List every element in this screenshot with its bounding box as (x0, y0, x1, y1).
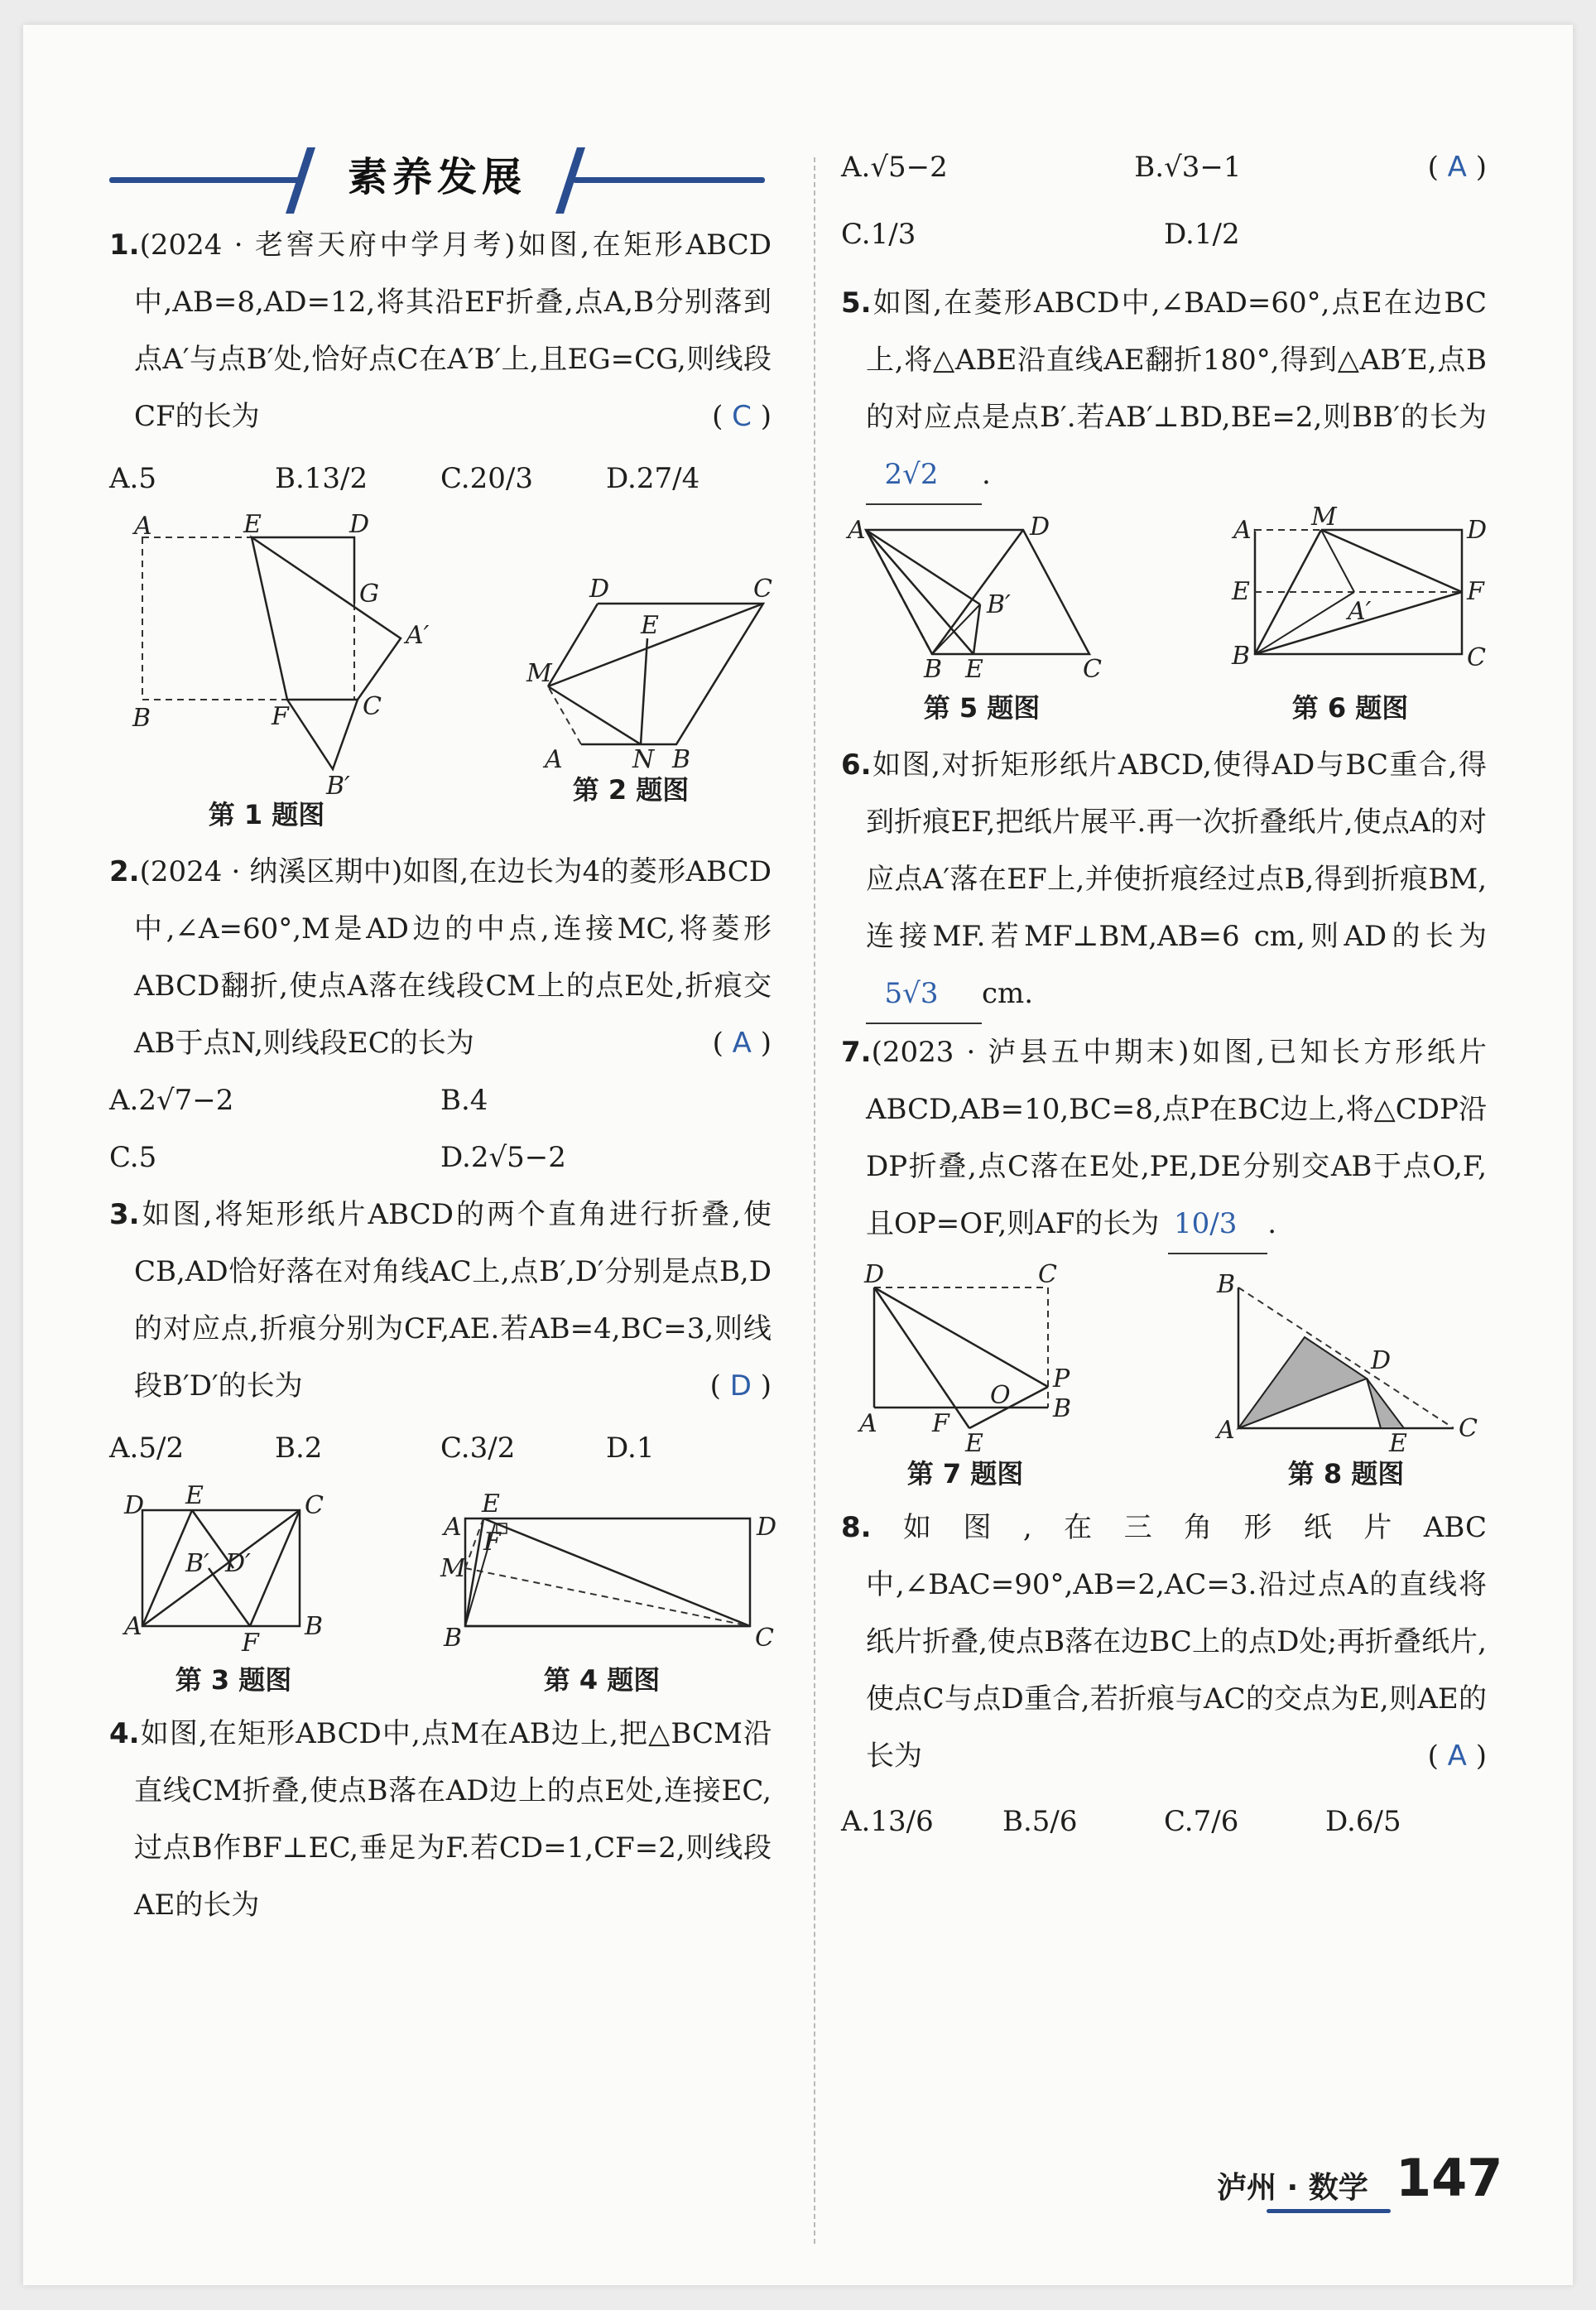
question-number: 6. (841, 748, 872, 782)
answer-choice: A (1447, 151, 1467, 184)
label: F (242, 1629, 259, 1658)
option-b: B.√3−1 (1134, 151, 1242, 184)
question-text: 如图,将矩形纸片ABCD的两个直角进行折叠,使CB,AD恰好落在对角线AC上,点B′,D′分别是点B,D的对应点,折痕分别为CF,AE.若AB=4,BC=3,则线段B′D′的长为 (134, 1198, 772, 1403)
label: B (672, 745, 691, 774)
header-bar-right (573, 177, 765, 183)
label: A (1217, 1416, 1235, 1445)
figure-7-svg (841, 1260, 1089, 1458)
answer-choice: D (729, 1369, 752, 1403)
label: D (1371, 1346, 1392, 1375)
figure-7 (841, 1260, 1089, 1491)
question-number: 8. (841, 1511, 872, 1544)
answer-paren: ( A ) (712, 1027, 772, 1060)
question-number: 2. (109, 855, 140, 888)
label: D (757, 1513, 777, 1542)
unit: cm. (982, 977, 1034, 1010)
figure-3 (109, 1481, 358, 1697)
answer-blank: 10/3 (1168, 1196, 1267, 1254)
options (841, 206, 1487, 263)
figure-3-svg (109, 1481, 358, 1659)
question-4 (109, 1706, 772, 1934)
figure-4-svg (432, 1485, 777, 1659)
label: F (1467, 577, 1484, 606)
figure-4 (432, 1485, 777, 1697)
question-7: 7.(2023 · 泸县五中期末)如图,已知长方形纸片ABCD,AB=10,BC=8,点P在BC边上,将△CDP沿DP折叠,点C落在E处,PE,DE分别交AB于点O,F,且OP=OF,则AF的长为 10/3 . (841, 1024, 1487, 1254)
figure-caption: 第 7 题图 (906, 1458, 1024, 1489)
question-text: 如图,在三角形纸片ABC中,∠BAC=90°,AB=2,AC=3.沿过点A的直线将纸片折叠,使点B落在边BC上的点D处;再折叠纸片,使点C与点D重合,若折痕与AC的交点为E,则AE的长为 (866, 1511, 1487, 1773)
figure-caption: 第 6 题图 (1291, 692, 1409, 724)
figure-2 (490, 570, 772, 832)
figure-caption: 第 8 题图 (1287, 1458, 1405, 1489)
question-3 (109, 1186, 777, 1697)
option-d: D.27/4 (606, 462, 700, 495)
label: C (1459, 1414, 1478, 1443)
answer-paren: ( A ) (1427, 1740, 1487, 1773)
label: M (1311, 503, 1337, 532)
figure-caption: 第 5 题图 (923, 692, 1041, 724)
label: B (1217, 1270, 1236, 1299)
question-6 (841, 737, 1487, 1024)
answer-paren: ( D ) (709, 1369, 772, 1403)
figures-row-4 (841, 1260, 1487, 1491)
footer-line (1267, 2209, 1391, 2213)
column-divider (814, 157, 815, 2244)
label: B′ (987, 590, 1011, 619)
label: C (755, 1624, 774, 1653)
label: F (932, 1409, 949, 1438)
figure-6-svg (1214, 503, 1488, 687)
option-d: D.2√5−2 (440, 1141, 566, 1174)
label: G (359, 580, 379, 609)
label: B (1053, 1394, 1072, 1423)
section-title: 素养发展 (347, 154, 526, 200)
label: D′ (225, 1549, 251, 1578)
footer-brand: 泸州 · 数学 (1217, 2171, 1368, 2205)
question-5: 5.如图,在菱形ABCD中,∠BAD=60°,点E在边BC上,将△ABE沿直线AE翻折180°,得到△AB′E,点B的对应点是点B′.若AB′⊥BD,BE=2,则BB′的长为 2√2 . (841, 275, 1487, 505)
option-b: B.13/2 (275, 462, 368, 495)
question-text: (2024 · 纳溪区期中)如图,在边长为4的菱形ABCD中,∠A=60°,M是AD边的中点,连接MC,将菱形ABCD翻折,使点A落在线段CM上的点E处,折痕交AB于点N,则线段EC的长为 (134, 855, 772, 1060)
figure-5-svg (841, 513, 1122, 687)
label: M (526, 659, 552, 688)
option-a: A.13/6 (841, 1805, 934, 1838)
figure-5 (841, 513, 1122, 725)
label: E (1389, 1429, 1407, 1458)
option-c: C.20/3 (440, 462, 533, 495)
answer-paren: ( A ) (1427, 151, 1487, 184)
label: E (185, 1481, 204, 1510)
question-text: (2024 · 老窖天府中学月考)如图,在矩形ABCD中,AB=8,AD=12,将其沿EF折叠,点A,B分别落到点A′与点B′处,恰好点C在A′B′上,且EG=CG,则线段CF的长为 (134, 229, 772, 433)
label: A (545, 745, 563, 774)
section-header (109, 147, 763, 214)
question-number: 1. (109, 229, 140, 262)
label: N (632, 745, 655, 774)
label: C (1083, 655, 1102, 684)
figure-caption: 第 4 题图 (543, 1664, 661, 1696)
label: A (859, 1409, 877, 1438)
option-a: A.5 (109, 462, 156, 495)
figure-8-svg (1205, 1263, 1487, 1458)
question-2 (109, 844, 772, 1186)
option-c: C.3/2 (440, 1432, 516, 1465)
answer-choice: A (1447, 1740, 1467, 1773)
option-c: C.5 (109, 1141, 157, 1174)
figure-6 (1214, 503, 1488, 725)
question-text: 如图,在菱形ABCD中,∠BAD=60°,点E在边BC上,将△ABE沿直线AE翻折180°,得到△AB′E,点B的对应点是点B′.若AB′⊥BD,BE=2,则BB′的长为 (866, 286, 1487, 434)
option-a: A.5/2 (109, 1432, 185, 1465)
option-b: B.2 (275, 1432, 323, 1465)
figure-caption: 第 2 题图 (572, 774, 690, 806)
page-footer (1217, 2144, 1503, 2235)
options (841, 1793, 1487, 1850)
question-number: 4. (109, 1717, 140, 1750)
figure-1-svg (109, 510, 430, 801)
options (841, 139, 1428, 196)
label: D (864, 1260, 885, 1289)
options (109, 1420, 772, 1477)
label: E (482, 1489, 500, 1518)
question-4-options (841, 139, 1487, 263)
label: B (444, 1624, 463, 1653)
option-d: D.6/5 (1325, 1805, 1401, 1838)
figures-row-3 (841, 503, 1488, 725)
label: B′ (326, 772, 350, 801)
label: D (1030, 513, 1050, 541)
answer-choice: A (732, 1027, 752, 1060)
label: O (990, 1381, 1011, 1410)
label: D (349, 510, 370, 539)
label: B (1232, 642, 1251, 671)
page-number: 147 (1396, 2148, 1503, 2208)
option-a: A.2√7−2 (109, 1084, 234, 1117)
label: D (1467, 516, 1488, 545)
label: C (1467, 643, 1486, 672)
label: A (124, 1612, 142, 1641)
label: C (753, 575, 772, 604)
label: A (1233, 516, 1252, 545)
label: P (1053, 1364, 1070, 1393)
question-text: 如图,在矩形ABCD中,点M在AB边上,把△BCM沿直线CM折叠,使点B落在AD边上的点E处,连接EC,过点B作BF⊥EC,垂足为F.若CD=1,CF=2,则线段AE的长为 (134, 1717, 772, 1922)
label: M (440, 1554, 466, 1583)
answer-paren: ( C ) (712, 400, 772, 433)
label: A′ (1348, 597, 1372, 626)
label: F (483, 1528, 501, 1557)
question-number: 5. (841, 286, 872, 320)
figure-caption: 第 1 题图 (208, 799, 325, 830)
question-1 (109, 217, 772, 832)
figure-8 (1205, 1263, 1487, 1491)
label: B (924, 655, 943, 684)
option-c: C.1/3 (841, 218, 916, 251)
label: F (272, 702, 289, 731)
option-b: B.4 (440, 1084, 488, 1117)
label: D (124, 1491, 145, 1520)
label: B (305, 1612, 324, 1641)
option-c: C.7/6 (1164, 1805, 1239, 1838)
label: B′ (185, 1549, 209, 1578)
options (109, 450, 772, 508)
question-text: 如图,对折矩形纸片ABCD,使得AD与BC重合,得到折痕EF,把纸片展平.再一次折叠纸片,使点A的对应点A′落在EF上,并使折痕经过点B,得到折痕BM,连接MF.若MF⊥BM,AB=6 cm,则AD的长为 (866, 748, 1487, 953)
label: A′ (406, 621, 430, 650)
label: E (965, 1429, 983, 1458)
question-text: (2023 · 泸县五中期末)如图,已知长方形纸片ABCD,AB=10,BC=8,点P在BC边上,将△CDP沿DP折叠,点C落在E处,PE,DE分别交AB于点O,F,且OP=OF,则AF的长为 (866, 1036, 1487, 1240)
answer-blank: 2√2 (866, 446, 982, 505)
left-column (109, 217, 777, 1934)
option-b: B.5/6 (1002, 1805, 1078, 1838)
question-8 (841, 1499, 1487, 1850)
label: A (848, 516, 866, 545)
option-d: D.1 (606, 1432, 655, 1465)
options (109, 1129, 772, 1186)
options (109, 1072, 772, 1129)
label: C (363, 692, 382, 721)
question-number: 3. (109, 1198, 140, 1231)
label: E (1232, 577, 1250, 606)
figure-1 (109, 510, 430, 832)
label: D (589, 575, 610, 604)
label: E (243, 510, 262, 539)
right-column (841, 139, 1487, 1850)
label: C (305, 1491, 324, 1520)
label: C (1038, 1260, 1057, 1289)
question-number: 7. (841, 1036, 872, 1069)
answer-blank: 5√3 (866, 965, 982, 1024)
label: E (641, 611, 659, 640)
option-a: A.√5−2 (841, 151, 948, 184)
figure-caption: 第 3 题图 (175, 1664, 292, 1696)
option-d: D.1/2 (1164, 218, 1240, 251)
figures-row-2 (109, 1481, 777, 1697)
label: A (134, 512, 152, 541)
header-bar-left (109, 177, 300, 183)
answer-choice: C (732, 400, 752, 433)
label: A (444, 1513, 462, 1542)
label: B (132, 704, 151, 733)
label: E (965, 655, 983, 684)
figures-row-1 (109, 510, 772, 832)
figure-2-svg (490, 570, 772, 774)
